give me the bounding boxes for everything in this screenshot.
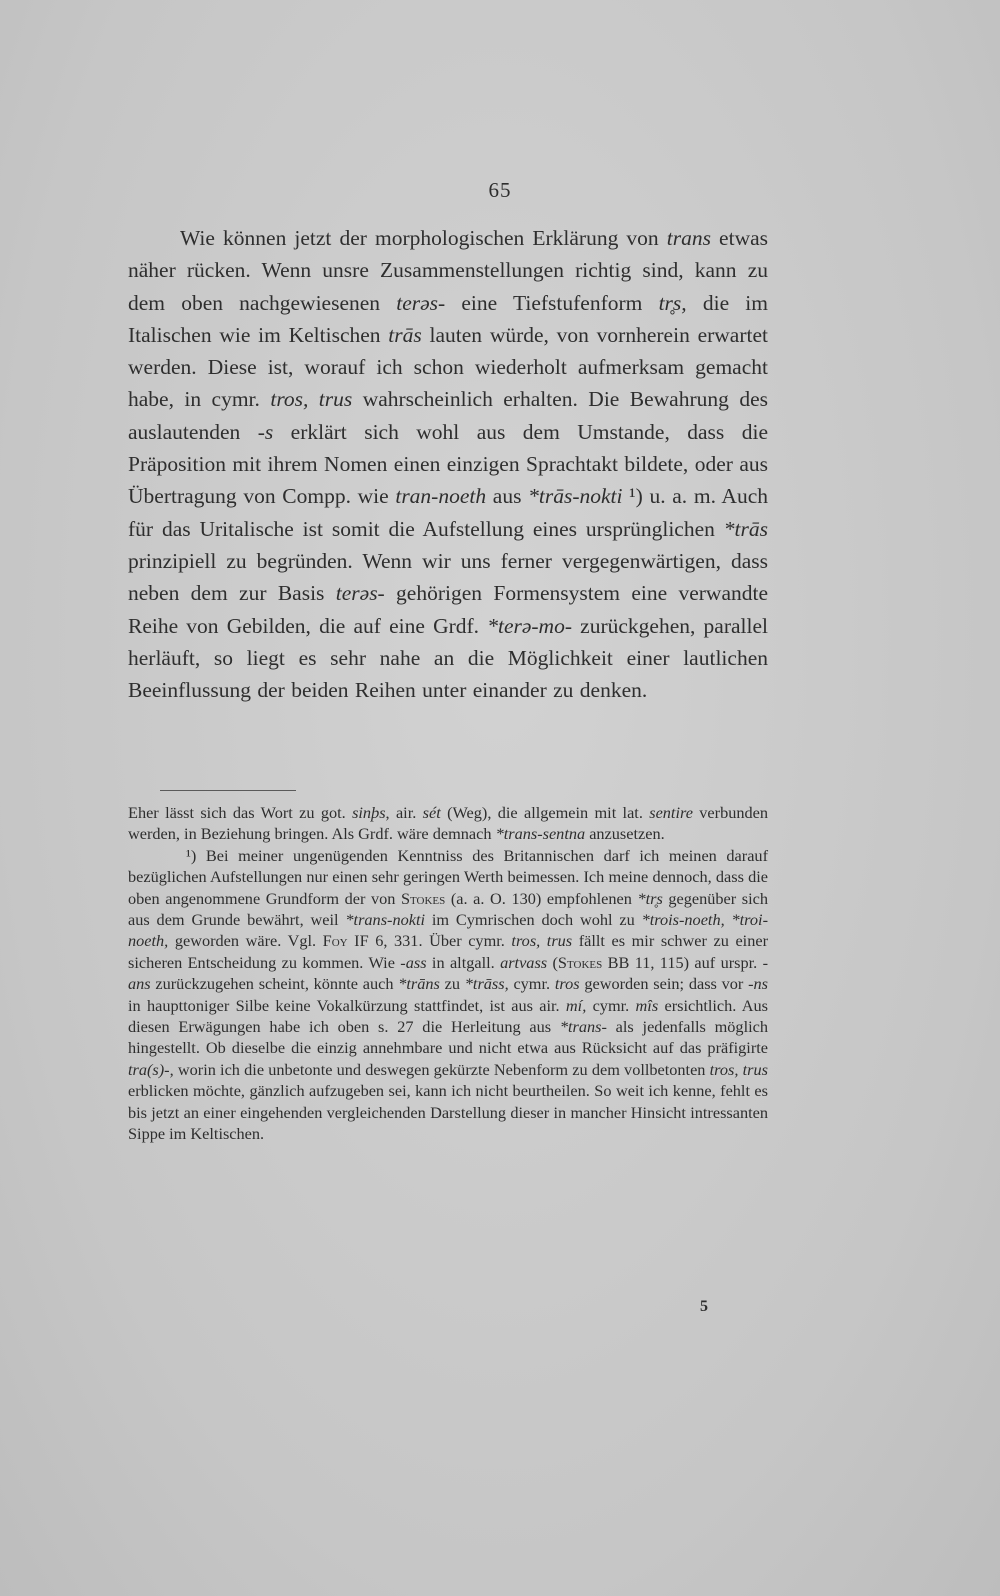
paragraph-body: Wie können jetzt der morphologischen Erklärung von trans etwas näher rücken. Wenn unsre Zusammenstellungen richtig sind, kann zu dem oben nachgewiesenen terəs- eine Tiefstufenform tr̥s, die im Italischen wie im Keltischen trās lauten würde, von vornherein erwartet werden. Diese ist, worauf ich schon wiederholt aufmerksam gemacht habe, in cymr. tros, trus wahrscheinlich erhalten. Die Bewahrung des auslautenden -s erklärt sich wohl aus dem Umstande, dass die Präposition mit ihrem Nomen einen einzigen Sprachtakt bildete, oder aus Übertragung von Compp. wie tran-noeth aus *trās-nokti ¹) u. a. m. Auch für das Uritalische ist somit die Aufstellung eines ursprünglichen *trās prinzipiell zu begründen. Wenn wir uns ferner vergegenwärtigen, dass neben dem zur Basis terəs- gehörigen Formensystem eine verwandte Reihe von Gebilden, die auf eine Grdf. *terə-mo- zurückgehen, parallel herläuft, so liegt es sehr nahe an die Möglichkeit einer lautlichen Beeinflussung der beiden Reihen unter einander zu denken. — [128, 226, 769, 703]
footnote-continuation: Eher lässt sich das Wort zu got. sinþs, air. sét (Weg), die allgemein mit lat. sentire verbunden werden, in Beziehung bringen. Als Grdf. wäre demnach *trans-sentnа anzusetzen. — [128, 803, 769, 844]
footnote-1: ¹) Bei meiner ungenügenden Kenntniss des Britannischen darf ich meinen darauf bezüglichen Aufstellungen nur einen sehr geringen Werth beimessen. Ich meine dennoch, dass die oben angenommene Grundform der von Stokes (a. a. O. 130) empfohlenen *tr̥s gegenüber sich aus dem Grunde bewährt, weil *trans-nokti im Cymrischen doch wohl zu *trois-noeth, *troi-noeth, geworden wäre. Vgl. Foy IF 6, 331. Über cymr. tros, trus fällt es mir schwer zu einer sicheren Entscheidung zu kommen. Wie -ass in altgall. artvass (Stokes BB 11, 115) auf urspr. -ans zurückzugehen scheint, könnte auch *trāns zu *trāss, cymr. tros geworden sein; dass vor -ns in haupttoniger Silbe keine Vokalkürzung stattfindet, ist aus air. mí, cymr. mîs ersichtlich. Aus diesen Erwägungen habe ich oben s. 27 die Herleitung aus *trans- als jedenfalls möglich hingestellt. Ob dieselbe die einzig annehmbare und nicht etwa aus Rücksicht auf das präfigirte tra(s)-, worin ich die unbetonte und deswegen gekürzte Nebenform zu dem vollbetonten tros, trus erblicken möchte, gänzlich aufzugeben sei, kann ich nicht beurtheilen. So weit ich kenne, fehlt es bis jetzt an einer eingehenden vergleichenden Darstellung dieser in mancher Hinsicht intressanten Sippe im Keltischen. — [128, 845, 769, 1144]
footnote-divider — [160, 790, 296, 791]
footnotes — [128, 802, 768, 1145]
page-number: 65 — [488, 178, 512, 202]
signature-mark: 5 — [700, 1298, 708, 1315]
main-paragraph — [128, 222, 768, 706]
